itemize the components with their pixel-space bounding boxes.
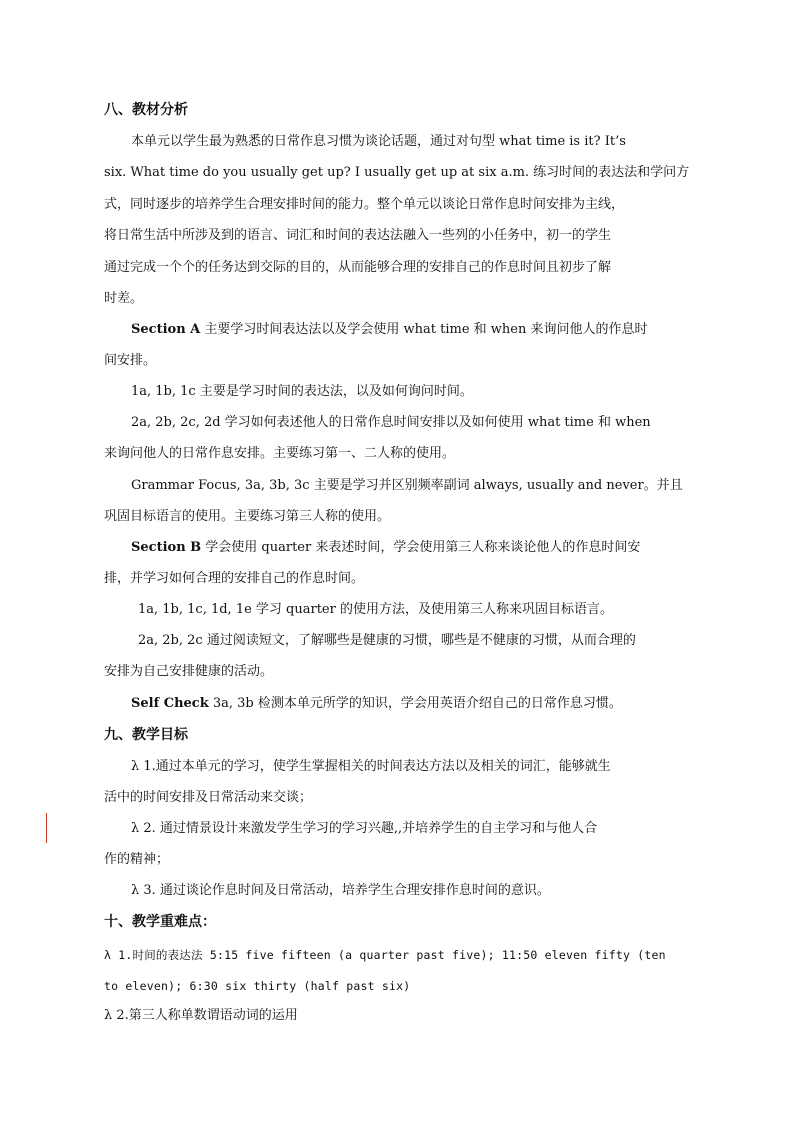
paragraph-line: 1a, 1b, 1c 主要是学习时间的表达法，以及如何询问时间。 — [131, 384, 473, 399]
paragraph-line: 排，并学习如何合理的安排自己的作息时间。 — [104, 571, 365, 586]
revision-bar — [46, 813, 47, 843]
paragraph-line: 2a, 2b, 2c, 2d 学习如何表述他人的日常作息时间安排以及如何使用 what time 和 when — [131, 415, 651, 430]
paragraph-line: six. What time do you usually get up? I usually get up at six a.m. 练习时间的表达法和学问方 — [104, 165, 690, 180]
section-heading-10: 十、教学重难点： — [104, 914, 216, 930]
paragraph-line: 通过完成一个个的任务达到交际的目的，从而能够合理的安排自己的作息时间且初步了解 — [104, 260, 612, 275]
paragraph-line: 安排为自己安排健康的活动。 — [104, 664, 274, 679]
section-b-label: Section B — [131, 540, 202, 555]
section-b-text: 学会使用 quarter 来表述时间，学会使用第三人称来谈论他人的作息时间安 — [201, 540, 641, 555]
paragraph-line: 将日常生活中所涉及到的语言、词汇和时间的表达法融入一些列的小任务中，初一的学生 — [104, 228, 612, 243]
section-a-line — [131, 322, 648, 338]
paragraph-line: 式，同时逐步的培养学生合理安排时间的能力。整个单元以谈论日常作息时间安排为主线， — [104, 197, 625, 212]
paragraph-line: 本单元以学生最为熟悉的日常作息习惯为谈论话题，通过对句型 what time is it? It’s — [131, 134, 626, 149]
self-check-label: Self Check — [131, 696, 209, 711]
paragraph-line: 1a, 1b, 1c, 1d, 1e 学习 quarter 的使用方法，及使用第三人称来巩固目标语言。 — [138, 602, 613, 617]
goal-item: λ 1.通过本单元的学习，使学生掌握相关的时间表达方法以及相关的词汇，能够就生 — [131, 759, 611, 774]
paragraph-line: 作的精神； — [104, 852, 170, 867]
section-a-text: 主要学习时间表达法以及学会使用 what time 和 when 来询问他人的作息时 — [200, 322, 648, 337]
self-check-text: 3a, 3b 检测本单元所学的知识，学会用英语介绍自己的日常作息习惯。 — [208, 696, 622, 711]
goal-item: λ 2. 通过情景设计来激发学生学习的学习兴趣,,并培养学生的自主学习和与他人合 — [131, 821, 598, 836]
key-point-item: λ 1.时间的表达法 5:15 five fifteen (a quarter past five); 11:50 eleven fifty (ten — [104, 948, 666, 962]
section-heading-9: 九、教学目标 — [104, 727, 188, 743]
paragraph-line: Grammar Focus, 3a, 3b, 3c 主要是学习并区别频率副词 always, usually and never。并且 — [131, 478, 683, 493]
section-heading-8: 八、教材分析 — [104, 102, 188, 118]
paragraph-line: 活中的时间安排及日常活动来交谈； — [104, 790, 313, 805]
paragraph-line: 2a, 2b, 2c 通过阅读短文，了解哪些是健康的习惯，哪些是不健康的习惯，从而合理的 — [138, 633, 636, 648]
paragraph-line: 时差。 — [104, 291, 144, 306]
paragraph-line: to eleven); 6:30 six thirty (half past six) — [104, 979, 411, 993]
paragraph-line: 巩固目标语言的使用。主要练习第三人称的使用。 — [104, 509, 391, 524]
key-point-item: λ 2.第三人称单数谓语动词的运用 — [104, 1008, 298, 1023]
paragraph-line: 间安排。 — [104, 353, 157, 368]
section-a-label: Section A — [131, 322, 201, 337]
self-check-line — [131, 696, 622, 712]
goal-item: λ 3. 通过谈论作息时间及日常活动，培养学生合理安排作息时间的意识。 — [131, 883, 550, 898]
section-b-line — [131, 540, 640, 556]
paragraph-line: 来询问他人的日常作息安排。主要练习第一、二人称的使用。 — [104, 446, 456, 461]
